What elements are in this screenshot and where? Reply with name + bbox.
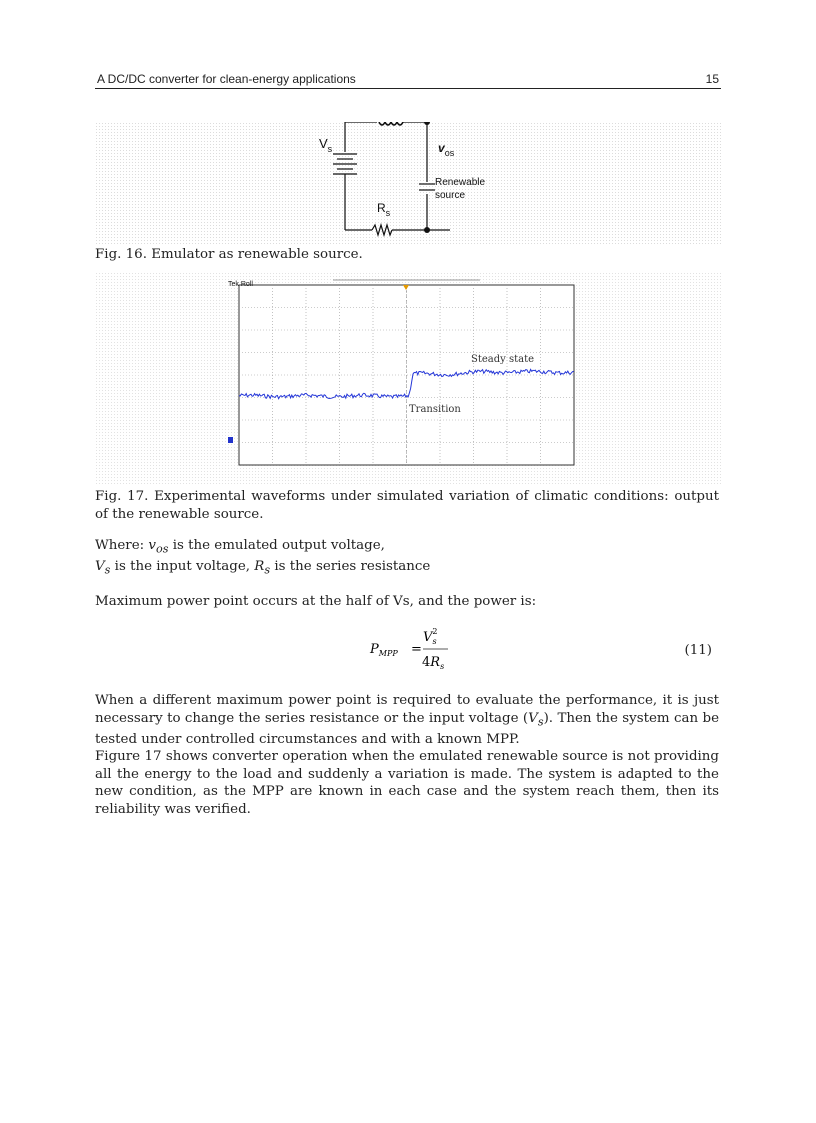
label-vos: $v_{os}$: [438, 141, 455, 158]
circuit-diagram: [95, 122, 721, 244]
transition-label: Transition: [409, 404, 461, 415]
paragraph-2: Figure 17 shows converter operation when the emulated renewable source is not providing all the energy to the load and suddenly a variation is made. The system is adapted to the new condition, as the MPP are known in each case and the system reach them, then its reliability was verified.: [95, 749, 719, 817]
var-rs-sub: s: [264, 563, 271, 577]
figure-17-caption: Fig. 17. Experimental waveforms under simulated variation of climatic conditions: output of the renewable source.: [95, 489, 719, 522]
paragraph-1: When a different maximum power point is required to evaluate the performance, it is just necessary to change the series resistance or the input voltage $(V_s)$. Then the system can be tested under controlled circumstances and with a known MPP.: [95, 693, 719, 747]
label-renewable: Renewable: [435, 177, 486, 188]
running-header: [95, 70, 721, 89]
where-intro: Where:: [95, 538, 145, 553]
figure-16-caption: Fig. 16. Emulator as renewable source.: [95, 247, 363, 262]
scope-label: Tek Roll: [228, 281, 253, 288]
label-source: source: [435, 190, 466, 201]
var-vos: v: [148, 538, 156, 553]
var-vos-sub: os: [156, 542, 169, 556]
node-dot-bottom: [424, 227, 430, 233]
var-vs: V: [95, 559, 105, 575]
scope-screen: [95, 272, 721, 484]
figure-17-scope: [95, 272, 721, 484]
header-title: A DC/DC converter for clean-energy applications: [97, 72, 356, 86]
eq-lhs: $P_{MPP}$: [370, 642, 398, 658]
equation-number: (11): [684, 643, 712, 658]
eq-equals: =: [411, 642, 422, 657]
eq-numerator: $V^2$ s: [423, 627, 438, 646]
label-rs: $R_s$: [377, 201, 391, 218]
page-number: 15: [705, 72, 719, 86]
body-paragraphs: [95, 692, 719, 818]
mpp-sentence: Maximum power point occurs at the half of Vs, and the power is:: [95, 594, 537, 609]
figure-16-circuit: [95, 122, 721, 244]
steady-state-label: Steady state: [471, 354, 535, 365]
var-rs: R: [254, 559, 265, 575]
vos-definition: is the emulated output voltage,: [168, 538, 385, 553]
channel-marker: [228, 437, 233, 443]
node-dot-top: [424, 122, 430, 125]
where-definitions: [95, 537, 719, 579]
resistor-rs: [372, 225, 392, 235]
equation-graphic: [360, 624, 720, 674]
var-vs-sub: s: [104, 563, 111, 577]
rs-definition: is the series resistance: [270, 559, 431, 575]
vs-definition: is the input voltage,: [110, 559, 255, 575]
equation-11: [360, 624, 720, 674]
eq-denominator: $4R_s$: [422, 655, 445, 671]
inductor-coil: [379, 122, 403, 125]
label-vs: $V_s$: [319, 136, 333, 154]
